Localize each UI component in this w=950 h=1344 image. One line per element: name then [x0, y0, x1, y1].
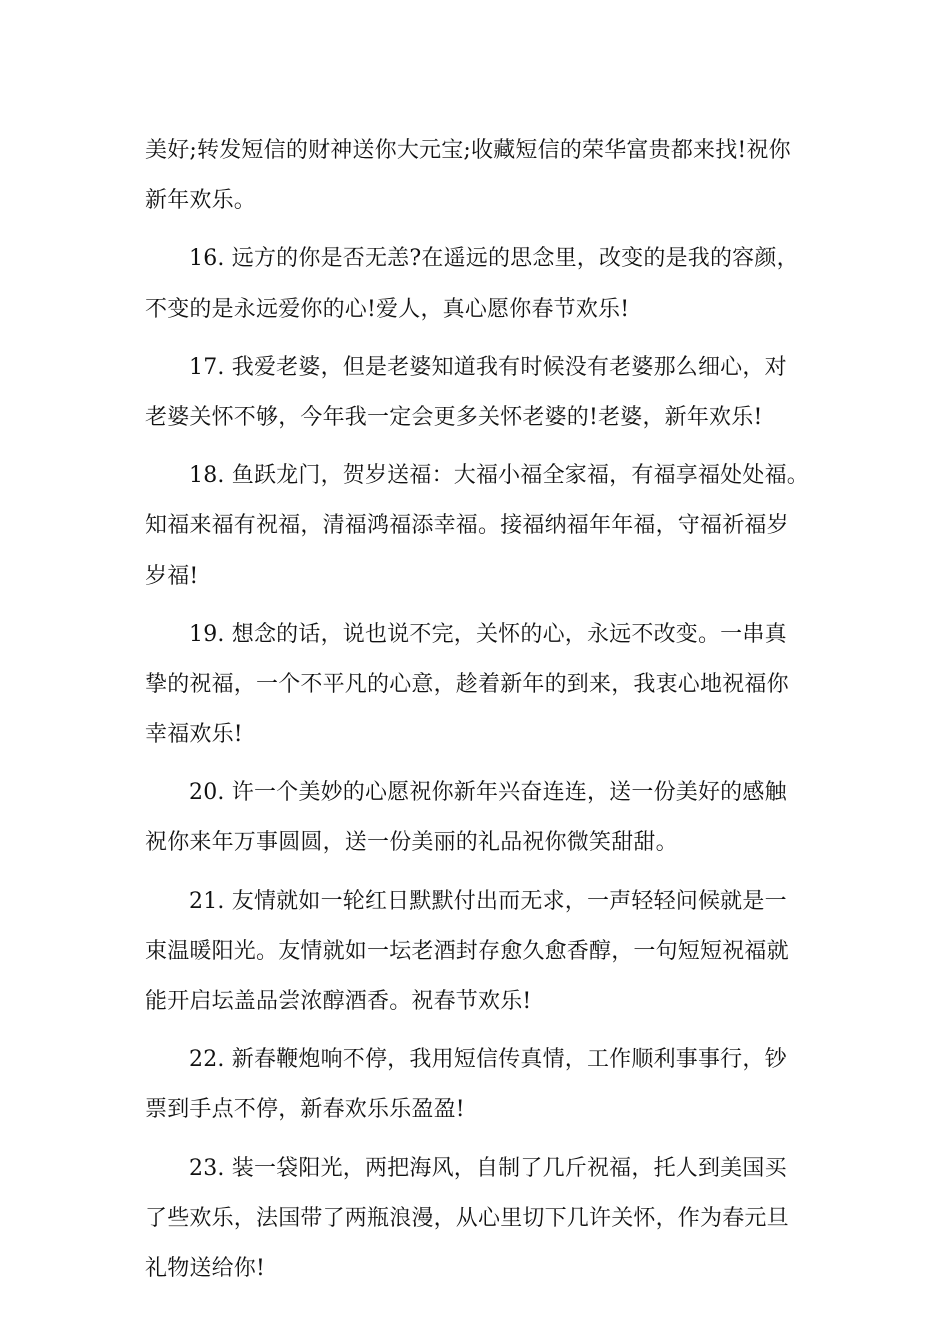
paragraph-17 — [145, 343, 825, 443]
text-line: 票到手点不停，新春欢乐乐盈盈! — [145, 1097, 465, 1123]
document-body — [145, 126, 825, 1302]
paragraph-18 — [145, 451, 825, 602]
paragraph-continuation — [145, 126, 825, 226]
text-line: 能开启坛盖品尝浓醇酒香。祝春节欢乐! — [145, 989, 532, 1014]
text-line: 20. 许一个美妙的心愿祝你新年兴奋连连，送一份美好的感触 — [189, 780, 787, 806]
paragraph-20 — [145, 768, 825, 868]
text-line: 不变的是永远爱你的心!爱人，真心愿你春节欢乐! — [145, 296, 630, 322]
text-line: 幸福欢乐! — [145, 722, 243, 748]
text-line: 21. 友情就如一轮红日默默付出而无求，一声轻轻问候就是一 — [189, 888, 787, 914]
text-line: 16. 远方的你是否无恙?在遥远的思念里，改变的是我的容颜， — [189, 246, 799, 272]
text-line: 岁福! — [145, 563, 199, 589]
text-line: 22. 新春鞭炮响不停，我用短信传真情，工作顺利事事行，钞 — [189, 1047, 787, 1073]
text-line: 美好;转发短信的财神送你大元宝;收藏短信的荣华富贵都来找!祝你 — [145, 138, 791, 163]
text-line: 祝你来年万事圆圆，送一份美丽的礼品祝你微笑甜甜。 — [145, 830, 678, 856]
text-line: 挚的祝福，一个不平凡的心意，趁着新年的到来，我衷心地祝福你 — [145, 671, 789, 697]
text-line: 18. 鱼跃龙门，贺岁送福：大福小福全家福，有福享福处处福。 — [189, 463, 809, 489]
text-line: 23. 装一袋阳光，两把海风，自制了几斤祝福，托人到美国买 — [189, 1155, 787, 1181]
text-line: 了些欢乐，法国带了两瓶浪漫，从心里切下几许关怀，作为春元旦 — [145, 1205, 789, 1231]
paragraph-22 — [145, 1035, 825, 1135]
paragraph-16 — [145, 234, 825, 334]
text-line: 新年欢乐。 — [145, 188, 257, 214]
text-line: 17. 我爱老婆，但是老婆知道我有时候没有老婆那么细心，对 — [189, 354, 787, 380]
paragraph-23 — [145, 1144, 825, 1295]
text-line: 礼物送给你! — [145, 1255, 266, 1281]
paragraph-19 — [145, 610, 825, 761]
text-line: 19. 想念的话，说也说不完，关怀的心，永远不改变。一串真 — [189, 621, 787, 647]
text-line: 知福来福有祝福，清福鸿福添幸福。接福纳福年年福，守福祈福岁 — [145, 513, 789, 539]
text-line: 老婆关怀不够，今年我一定会更多关怀老婆的!老婆，新年欢乐! — [145, 404, 763, 430]
text-line: 束温暖阳光。友情就如一坛老酒封存愈久愈香醇，一句短短祝福就 — [145, 938, 789, 964]
paragraph-21 — [145, 877, 825, 1028]
